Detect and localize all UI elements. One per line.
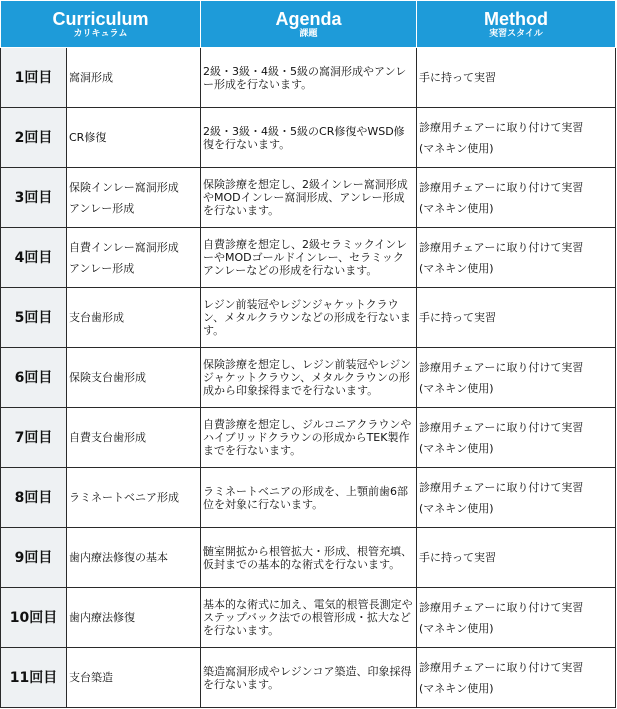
lesson-number: 5回目 (1, 288, 67, 348)
curriculum-cell (67, 288, 201, 348)
lesson-number: 10回目 (1, 588, 67, 648)
method-header (417, 1, 616, 48)
curriculum-cell (67, 528, 201, 588)
table-row (1, 228, 616, 288)
method-text: (マネキン使用) (419, 201, 494, 215)
curriculum-header-en: Curriculum (52, 8, 149, 29)
table-body (1, 48, 616, 708)
method-text: 手に持って実習 (419, 551, 497, 564)
agenda-text: 築造窩洞形成やレジンコア築造、印象採得を行ないます。 (201, 648, 417, 708)
curriculum-cell (67, 48, 201, 108)
method-text: (マネキン使用) (419, 441, 494, 455)
curriculum-cell (67, 108, 201, 168)
agenda-header-ja: 課題 (299, 28, 318, 39)
table-row (1, 588, 616, 648)
table-row (1, 468, 616, 528)
table-row (1, 168, 616, 228)
agenda-text: 保険診療を想定し、レジン前装冠やレジンジャケットクラウン、メタルクラウンの形成から印象採得までを行ないます。 (201, 348, 417, 408)
method-text: 診療用チェアーに取り付けて実習 (419, 240, 584, 254)
table-row (1, 408, 616, 468)
method-cell (417, 168, 616, 228)
curriculum-cell (67, 648, 201, 708)
method-text: 診療用チェアーに取り付けて実習 (419, 600, 584, 614)
curriculum-text: ラミネートベニア形成 (69, 491, 179, 504)
method-text: 診療用チェアーに取り付けて実習 (419, 360, 584, 374)
method-cell (417, 288, 616, 348)
agenda-text: 基本的な術式に加え、電気的根管長測定やステップバック法での根管形成・拡大などを行ないます。 (201, 588, 417, 648)
table-row (1, 108, 616, 168)
method-cell (417, 108, 616, 168)
lesson-number: 4回目 (1, 228, 67, 288)
agenda-text: 保険診療を想定し、2級インレー窩洞形成やMODインレー窩洞形成、アンレー形成を行ないます。 (201, 168, 417, 228)
agenda-text: レジン前装冠やレジンジャケットクラウン、メタルクラウンなどの形成を行ないます。 (201, 288, 417, 348)
method-text: 診療用チェアーに取り付けて実習 (419, 480, 584, 494)
method-text: (マネキン使用) (419, 681, 494, 695)
method-text: 手に持って実習 (419, 71, 497, 84)
curriculum-cell (67, 408, 201, 468)
curriculum-text: 自費インレー窩洞形成 (69, 240, 179, 254)
method-header-en: Method (484, 8, 548, 29)
curriculum-cell (67, 348, 201, 408)
method-text: (マネキン使用) (419, 621, 494, 635)
table-row (1, 348, 616, 408)
curriculum-text: CR修復 (69, 131, 107, 144)
curriculum-text: 保険インレー窩洞形成 (69, 180, 179, 194)
curriculum-header-ja: カリキュラム (73, 28, 128, 39)
agenda-text: ラミネートベニアの形成を、上顎前歯6部位を対象に行ないます。 (201, 468, 417, 528)
curriculum-text: アンレー形成 (69, 201, 135, 215)
method-text: 診療用チェアーに取り付けて実習 (419, 660, 584, 674)
agenda-text: 自費診療を想定し、2級セラミックインレーやMODゴールドインレー、セラミックアンレーなどの形成を行ないます。 (201, 228, 417, 288)
curriculum-text: 自費支台歯形成 (69, 431, 146, 444)
agenda-header (201, 1, 417, 48)
method-cell (417, 408, 616, 468)
agenda-text: 髄室開拡から根管拡大・形成、根管充填、仮封までの基本的な術式を行ないます。 (201, 528, 417, 588)
table-row (1, 648, 616, 708)
method-cell (417, 468, 616, 528)
curriculum-text: アンレー形成 (69, 261, 135, 275)
lesson-number: 6回目 (1, 348, 67, 408)
agenda-text: 2級・3級・4級・5級のCR修復やWSD修復を行ないます。 (201, 108, 417, 168)
agenda-text: 自費診療を想定し、ジルコニアクラウンやハイブリッドクラウンの形成からTEK製作までを行ないます。 (201, 408, 417, 468)
curriculum-text: 保険支台歯形成 (69, 371, 146, 384)
lesson-number: 3回目 (1, 168, 67, 228)
method-text: 診療用チェアーに取り付けて実習 (419, 120, 584, 134)
method-cell (417, 648, 616, 708)
curriculum-header (1, 1, 201, 48)
method-cell (417, 348, 616, 408)
curriculum-text: 支台歯形成 (69, 311, 124, 324)
curriculum-cell (67, 588, 201, 648)
method-text: 手に持って実習 (419, 311, 497, 324)
curriculum-text: 歯内療法修復 (69, 611, 135, 624)
method-cell (417, 588, 616, 648)
curriculum-cell (67, 228, 201, 288)
method-text: 診療用チェアーに取り付けて実習 (419, 420, 584, 434)
lesson-number: 1回目 (1, 48, 67, 108)
agenda-header-en: Agenda (275, 8, 342, 29)
lesson-number: 2回目 (1, 108, 67, 168)
curriculum-cell (67, 168, 201, 228)
lesson-number: 9回目 (1, 528, 67, 588)
method-text: 診療用チェアーに取り付けて実習 (419, 180, 584, 194)
table-row (1, 528, 616, 588)
lesson-number: 11回目 (1, 648, 67, 708)
table-row (1, 48, 616, 108)
method-text: (マネキン使用) (419, 381, 494, 395)
lesson-number: 8回目 (1, 468, 67, 528)
method-header-ja: 実習スタイル (489, 28, 543, 39)
table-row (1, 288, 616, 348)
method-cell (417, 528, 616, 588)
method-cell (417, 48, 616, 108)
method-cell (417, 228, 616, 288)
curriculum-text: 窩洞形成 (69, 71, 113, 84)
lesson-number: 7回目 (1, 408, 67, 468)
method-text: (マネキン使用) (419, 501, 494, 515)
method-text: (マネキン使用) (419, 261, 494, 275)
table-header-row (1, 1, 616, 48)
curriculum-text: 歯内療法修復の基本 (69, 551, 168, 564)
curriculum-text: 支台築造 (69, 671, 113, 684)
method-text: (マネキン使用) (419, 141, 494, 155)
agenda-text: 2級・3級・4級・5級の窩洞形成やアンレー形成を行ないます。 (201, 48, 417, 108)
curriculum-cell (67, 468, 201, 528)
